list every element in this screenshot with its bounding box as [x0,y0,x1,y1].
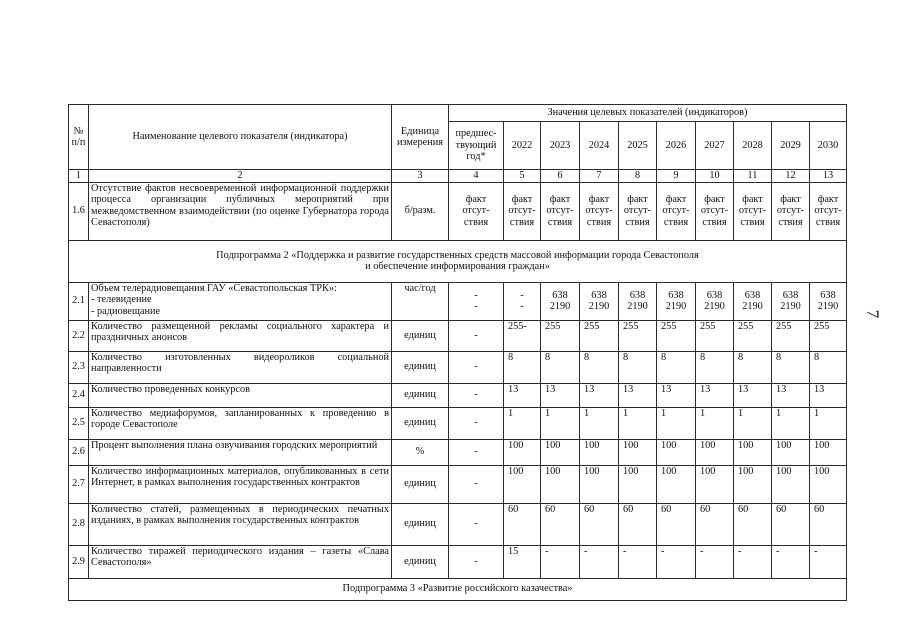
table-row [69,439,847,465]
row-value: 60 [810,503,847,545]
table-row [69,503,847,545]
row-value: факт отсут- ствия [619,182,657,240]
row-value: 1 [772,407,810,439]
row-value: факт отсут- ствия [772,182,810,240]
row-value: 100 [619,439,657,465]
row-value: 100 [810,465,847,503]
row-value: 8 [734,351,772,383]
row-value: 13 [810,383,847,407]
column-index: 11 [734,170,772,183]
row-value: 13 [619,383,657,407]
row-value: 13 [772,383,810,407]
row-value: 255 [696,320,734,351]
row-name: Количество размещенной рекламы социального характера и праздничных анонсов [89,320,392,351]
row-value: - [772,545,810,578]
page-number: 7 [863,309,883,319]
row-value: 8 [696,351,734,383]
header-year: 2023 [541,122,580,170]
column-index: 3 [392,170,449,183]
row-num: 2.1 [69,282,89,320]
row-value: 60 [504,503,541,545]
row-name: Количество медиафорумов, запланированных к проведению в городе Севастополе [89,407,392,439]
row-value: 255 [772,320,810,351]
header-prev-year: предшес- твующий год* [449,122,504,170]
row-value: факт отсут- ствия [657,182,696,240]
table-row [69,383,847,407]
header-values-group: Значения целевых показателей (индикаторов) [449,105,847,122]
row-value: 100 [772,439,810,465]
row-num: 2.5 [69,407,89,439]
row-value: 13 [657,383,696,407]
row-value: 13 [696,383,734,407]
row-value: - [696,545,734,578]
row-value: факт отсут- ствия [696,182,734,240]
row-name: Количество тиражей периодического издания – газеты «Слава Севастополя» [89,545,392,578]
row-value: - [580,545,619,578]
column-index: 4 [449,170,504,183]
row-value: 638 2190 [619,282,657,320]
row-value: 638 2190 [734,282,772,320]
row-value: факт отсут- ствия [734,182,772,240]
row-name: Процент выполнения плана озвучивания городских мероприятий [89,439,392,465]
row-value: 100 [810,439,847,465]
column-index: 10 [696,170,734,183]
row-value: 8 [504,351,541,383]
row-prev: - [449,465,504,503]
row-value: 100 [696,465,734,503]
table-row [69,407,847,439]
table-row [69,545,847,578]
header-name: Наименование целевого показателя (индикатора) [89,105,392,170]
row-value: 60 [696,503,734,545]
row-value: факт отсут- ствия [541,182,580,240]
row-value: 100 [696,439,734,465]
row-name: Количество информационных материалов, опубликованных в сети Интернет, в рамках выполнения государственных контрактов [89,465,392,503]
row-value: факт отсут- ствия [810,182,847,240]
row-value: 255- [504,320,541,351]
row-value: - [619,545,657,578]
row-prev: - [449,439,504,465]
row-unit: единиц [392,320,449,351]
row-unit: единиц [392,407,449,439]
row-value: 8 [810,351,847,383]
row-value: факт отсут- ствия [580,182,619,240]
column-index: 9 [657,170,696,183]
row-value: 100 [772,465,810,503]
row-value: 100 [580,465,619,503]
row-value: 1 [580,407,619,439]
column-index: 12 [772,170,810,183]
row-value: 1 [696,407,734,439]
row-value: 1 [734,407,772,439]
row-value: 8 [772,351,810,383]
subprogram-3-title: Подпрограмма 3 «Развитие российского казачества» [69,578,847,600]
row-value: 255 [619,320,657,351]
row-value: 60 [541,503,580,545]
row-value: 8 [580,351,619,383]
row-name: Объем телерадиовещания ГАУ «Севастопольская ТРК»: - телевидение - радиовещание [89,282,392,320]
row-value: 100 [657,465,696,503]
row-value: 638 2190 [696,282,734,320]
row-value: - [810,545,847,578]
subprogram-2-title: Подпрограмма 2 «Поддержка и развитие государственных средств массовой информации города Севастополя и обеспечение информирования граждан» [69,240,847,282]
row-unit: единиц [392,383,449,407]
row-value: 1 [541,407,580,439]
table-row [69,465,847,503]
column-index: 7 [580,170,619,183]
row-value: 8 [657,351,696,383]
row-value: 255 [810,320,847,351]
row-unit: час/год [392,282,449,320]
row-value: 13 [580,383,619,407]
row-num: 2.2 [69,320,89,351]
row-value: 255 [657,320,696,351]
row-value: 1 [657,407,696,439]
row-value: 638 2190 [541,282,580,320]
row-num: 2.6 [69,439,89,465]
row-value: 100 [734,465,772,503]
header-year: 2030 [810,122,847,170]
row-value: 8 [541,351,580,383]
row-value: 100 [504,465,541,503]
row-value: 255 [541,320,580,351]
indicators-table [68,104,847,601]
row-value: 1 [810,407,847,439]
column-index: 6 [541,170,580,183]
row-num: 2.4 [69,383,89,407]
row-value: - [541,545,580,578]
row-value: 100 [541,465,580,503]
row-prev: - [449,545,504,578]
header-year: 2024 [580,122,619,170]
row-value: 60 [619,503,657,545]
row-prev: факт отсут- ствия [449,182,504,240]
row-value: 638 2190 [580,282,619,320]
row-prev: - [449,383,504,407]
row-unit: % [392,439,449,465]
row-num: 1.6 [69,182,89,240]
row-num: 2.7 [69,465,89,503]
row-num: 2.8 [69,503,89,545]
row-value: 100 [619,465,657,503]
row-name: Отсутствие фактов несвоевременной информационной поддержки процесса организации публичных мероприятий при межведомственном взаимодействии (по оценке Губернатора города Севастополя) [89,182,392,240]
row-value: 15 [504,545,541,578]
row-value: 60 [580,503,619,545]
column-index: 8 [619,170,657,183]
row-prev: - [449,351,504,383]
row-value: 60 [734,503,772,545]
row-value: 100 [657,439,696,465]
row-prev: - [449,503,504,545]
row-value: 638 2190 [657,282,696,320]
row-name: Количество статей, размещенных в периодических печатных изданиях, в рамках выполнения государственных контрактов [89,503,392,545]
row-unit: единиц [392,351,449,383]
row-value: 60 [772,503,810,545]
column-index: 5 [504,170,541,183]
row-value: 100 [734,439,772,465]
header-year: 2028 [734,122,772,170]
header-year: 2026 [657,122,696,170]
column-index: 2 [89,170,392,183]
row-value: 13 [734,383,772,407]
row-value: 638 2190 [810,282,847,320]
header-year: 2029 [772,122,810,170]
table-row [69,320,847,351]
header-unit: Единица измерения [392,105,449,170]
row-value: 100 [541,439,580,465]
row-value: 100 [504,439,541,465]
row-value: факт отсут- ствия [504,182,541,240]
row-value: - [657,545,696,578]
table-row [69,351,847,383]
row-num: 2.9 [69,545,89,578]
row-value: - - [504,282,541,320]
row-value: 255 [580,320,619,351]
row-value: 1 [619,407,657,439]
row-value: 60 [657,503,696,545]
row-name: Количество проведенных конкурсов [89,383,392,407]
row-value: 255 [734,320,772,351]
row-unit: единиц [392,545,449,578]
row-unit: единиц [392,465,449,503]
row-value: 1 [504,407,541,439]
column-index: 1 [69,170,89,183]
row-value: 638 2190 [772,282,810,320]
row-unit: единиц [392,503,449,545]
row-prev: - [449,320,504,351]
row-value: 13 [504,383,541,407]
row-prev: - [449,407,504,439]
row-value: - [734,545,772,578]
row-prev: - - [449,282,504,320]
header-year: 2027 [696,122,734,170]
row-name: Количество изготовленных видеороликов социальной направленности [89,351,392,383]
row-value: 8 [619,351,657,383]
header-year: 2025 [619,122,657,170]
row-value: 100 [580,439,619,465]
column-index: 13 [810,170,847,183]
row-unit: б/разм. [392,182,449,240]
header-year: 2022 [504,122,541,170]
row-num: 2.3 [69,351,89,383]
row-value: 13 [541,383,580,407]
header-num: № п/п [69,105,89,170]
